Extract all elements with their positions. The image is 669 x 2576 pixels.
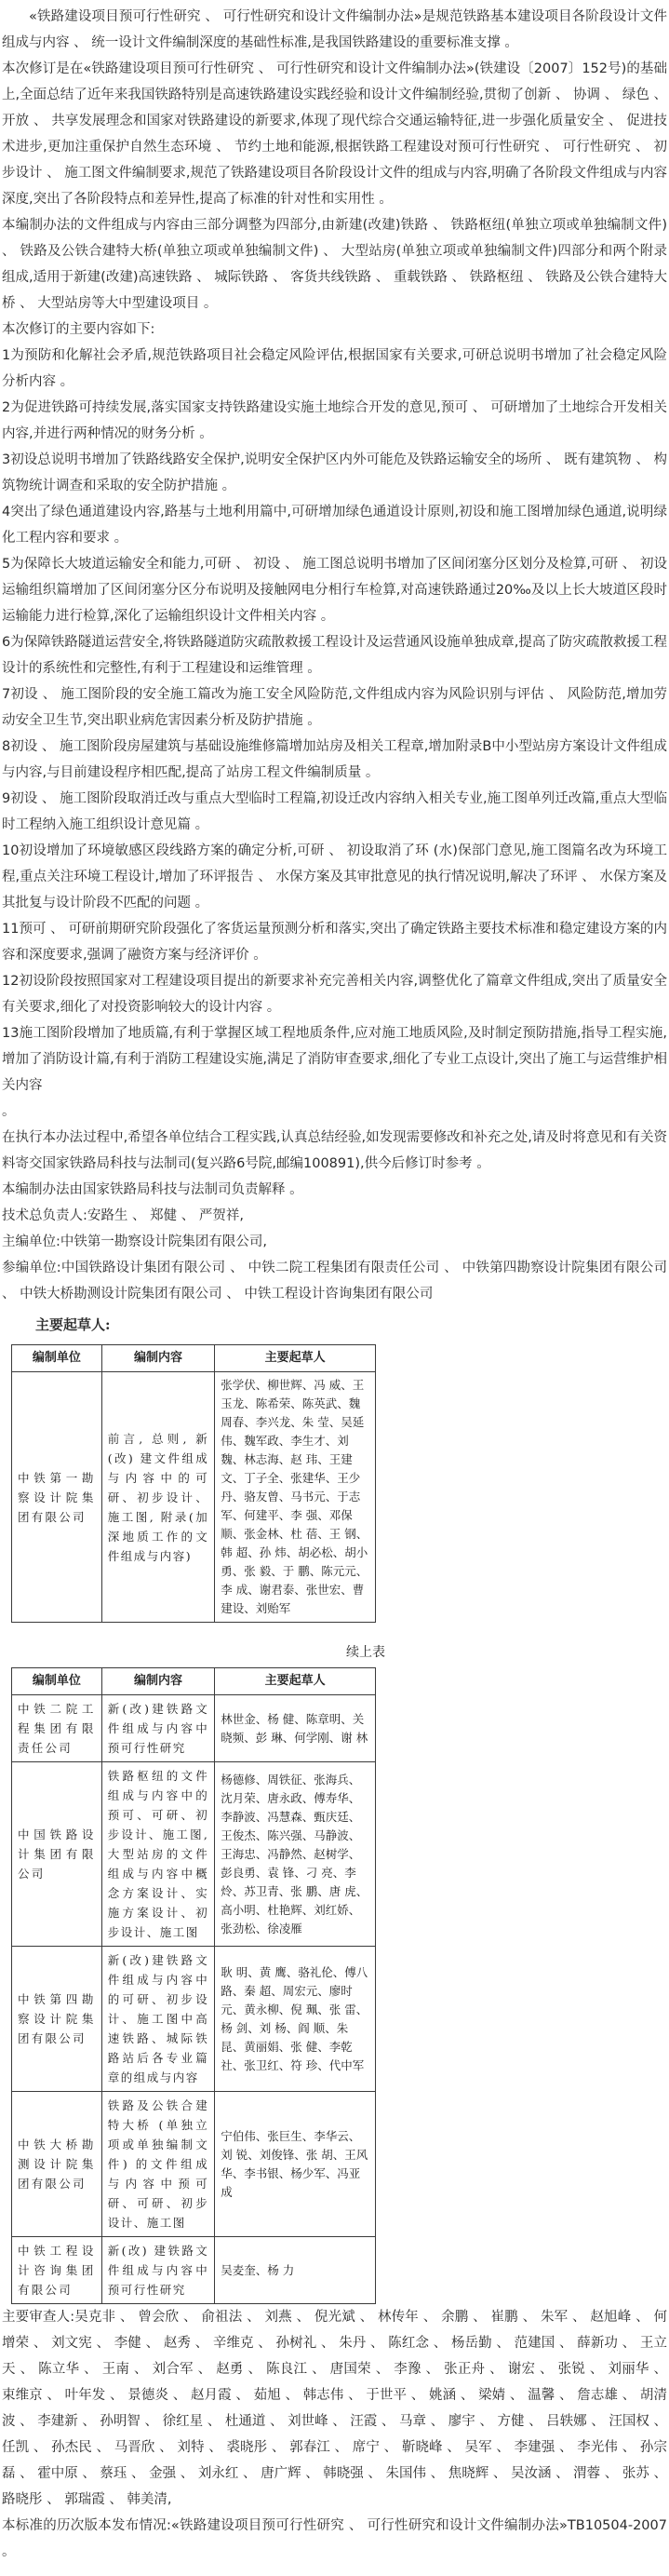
content-cell: 新(改)建铁路文件组成与内容中的可研、初步设计、施工图中高速铁路、城际铁路站后各专业篇章的组成与内容	[101, 1947, 215, 2092]
table-row	[12, 1762, 376, 1947]
names-cell: 林世金、杨 健、陈章明、关晓频、彭 琳、何学刚、谢 林	[215, 1695, 376, 1762]
structure-paragraph: 本编制办法的文件组成与内容由三部分调整为四部分,由新建(改建)铁路 、 铁路枢纽(单独立项或单独编制文件) 、 铁路及公铁合建特大桥(单独立项或单独编制文件) 、 大型站房(单独立项或单独编制文件)四部分和两个附录组成,适用于新建(改建)高速铁路 、 城际铁路 、 客货共线铁路 、 重载铁路 、 铁路枢纽 、 铁路及公铁合建特大桥 、 大型站房等大中型建设项目 。	[2, 218, 667, 311]
names-cell: 杨德修、周铁征、张海兵、沈月荣、唐永政、傅寿华、李静波、冯慧森、甄庆廷、王俊杰、陈兴强、马静波、王海忠、冯静然、赵树学、彭良勇、袁 锋、刁 亮、李 炩、苏卫青、张 鹏、唐 虎、高小明、杜艳辉、刘红娇、张劲松、徐凌雁	[215, 1762, 376, 1947]
content-cell: 铁路枢纽的文件组成与内容中的预可、可研、初步设计、施工图, 大型站房的文件组成与内容中概念方案设计、实施方案设计、初步设计、施工图	[101, 1762, 215, 1947]
revision-item-13: 13施工图阶段增加了地质篇,有利于掌握区域工程地质条件,应对施工地质风险,及时制定预防措施,指导工程实施,增加了消防设计篇,有利于消防工程建设实施,满足了消防审查要求,细化了专业工点设计,突出了施工与运营维护相关内容	[2, 1026, 667, 1093]
drafters-heading: 主要起草人:	[35, 1316, 111, 1333]
unit-cell: 中铁二院工程集团有限责任公司	[12, 1695, 102, 1762]
table1-header-content: 编制内容	[101, 1345, 215, 1372]
names-cell: 张学伏、柳世辉、冯 威、王玉龙、陈希荣、陈英武、魏周春、李兴龙、朱 莹、吴延伟、魏军政、李生才、刘 魏、林志海、赵 玮、王建文、丁子全、张建华、王少丹、骆友曾、马书元、于志军、何建平、李 强、邓保顺、张金林、杜 蓓、王 钢、韩 超、孙 炜、胡必松、胡小勇、张 毅、于 鹏、陈元元、李 成、谢君泰、张世宏、曹建设、刘贻军	[215, 1372, 376, 1623]
version-history-paragraph: 本标准的历次版本发布情况:«铁路建设项目预可行性研究 、 可行性研究和设计文件编制办法»TB10504-2007 。	[2, 2518, 667, 2559]
drafters-table-1	[11, 1344, 376, 1623]
names-cell: 吴麦奎、杨 力	[215, 2237, 376, 2304]
drafters-table-2	[11, 1667, 376, 2304]
table-header-row	[12, 1345, 376, 1372]
revision-intro-line: 本次修订的主要内容如下:	[2, 322, 155, 337]
revision-item-12: 12初设阶段按照国家对工程建设项目提出的新要求补充完善相关内容,调整优化了篇章文件组成,突出了质量安全有关要求,细化了对投资影响较大的设计内容 。	[2, 974, 667, 1015]
continue-table-label: 续上表	[346, 1645, 385, 1660]
intro-paragraph: «铁路建设项目预可行性研究 、 可行性研究和设计文件编制办法»是规范铁路基本建设项目各阶段设计文件组成与内容 、 统一设计文件编制深度的基础性标准,是我国铁路建设的重要标准支撑 。	[2, 9, 667, 50]
revision-item-2: 2为促进铁路可持续发展,落实国家支持铁路建设实施土地综合开发的意见,预可 、 可研增加了土地综合开发相关内容,并进行两种情况的财务分析 。	[2, 400, 667, 441]
content-cell: 新(改) 建铁路文件组成与内容中预可行性研究	[101, 2237, 215, 2304]
table-row	[12, 2237, 376, 2304]
content-cell: 新(改)建铁路文件组成与内容中预可行性研究	[101, 1695, 215, 1762]
table2-header-content: 编制内容	[101, 1668, 215, 1695]
unit-cell: 中铁第一勘察设计院集团有限公司	[12, 1372, 102, 1623]
table-row	[12, 2092, 376, 2237]
names-cell: 宁伯伟、张巨生、李华云、刘 锐、刘俊锋、张 胡、王风华、李书银、杨少军、冯亚成	[215, 2092, 376, 2237]
table1-header-drafters: 主要起草人	[215, 1345, 376, 1372]
interpretation-paragraph: 本编制办法由国家铁路局科技与法制司负责解释 。	[2, 1182, 303, 1197]
revision-item-11: 11预可 、 可研前期研究阶段强化了客货运量预测分析和落实,突出了确定铁路主要技术标准和稳定建设方案的内容和深度要求,强调了融资方案与经济评价 。	[2, 922, 667, 963]
revision-item-1: 1为预防和化解社会矛盾,规范铁路项目社会稳定风险评估,根据国家有关要求,可研总说明书增加了社会稳定风险分析内容 。	[2, 348, 667, 389]
names-cell: 耿 明、黄 鹰、骆礼伦、傅八路、秦 超、周宏元、廖时元、黄永柳、倪 珮、张 雷、杨 剑、刘 杨、阎 顺、朱 昆、黄丽娟、张 健、李乾社、张卫红、符 珍、代中军	[215, 1947, 376, 2092]
table-row	[12, 1695, 376, 1762]
unit-cell: 中国铁路设计集团有限公司	[12, 1762, 102, 1947]
participating-units-line: 参编单位:中国铁路设计集团有限公司 、 中铁二院工程集团有限责任公司 、 中铁第四勘察设计院集团有限公司 、 中铁大桥勘测设计院集团有限公司 、 中铁工程设计咨询集团有限公司	[2, 1261, 667, 1301]
content-cell: 铁路及公铁合建特大桥 (单独立项或单独编制文件) 的文件组成与内容中预可研、可研、初步设计、施工图	[101, 2092, 215, 2237]
table-row	[12, 1372, 376, 1623]
unit-cell: 中铁第四勘察设计院集团有限公司	[12, 1947, 102, 2092]
revision-item-10: 10初设增加了环境敏感区段线路方案的确定分析,可研 、 初设取消了环 (水)保部门意见,施工图篇名改为环境工程,重点关注环境工程设计,增加了环评报告 、 水保方案及其审批意见的执行情况说明,解决了环评 、 水保方案及其批复与设计阶段不匹配的问题 。	[2, 843, 667, 910]
revision-background-paragraph: 本次修订是在«铁路建设项目预可行性研究 、 可行性研究和设计文件编制办法»(铁建设〔2007〕152号)的基础上,全面总结了近年来我国铁路特别是高速铁路建设实践经验和设计文件编制经验,贯彻了创新 、 协调 、 绿色 、 开放 、 共享发展理念和国家对铁路建设的新要求,体现了现代综合交通运输特征,进一步强化质量安全 、 促进技术进步,更加注重保护自然生态环境 、 节约土地和能源,根据铁路工程建设对预可行性研究 、 可行性研究 、 初步设计 、 施工图文件编制要求,规范了铁路建设项目各阶段设计文件的组成与内容,明确了各阶段文件组成与内容深度,突出了各阶段特点和差异性,提高了标准的针对性和实用性 。	[2, 61, 667, 207]
technical-leads-line: 技术总负责人:安路生 、 郑健 、 严贺祥,	[2, 1208, 244, 1223]
stray-period-line: 。	[2, 1104, 16, 1119]
revision-item-5: 5为保障长大坡道运输安全和能力,可研 、 初设 、 施工图总说明书增加了区间闭塞分区划分及检算,可研 、 初设运输组织篇增加了区间闭塞分区分布说明及接触网电分相行车检算,对高速铁路通过20‰及以上长大坡道区段时运输能力进行检算,深化了运输组织设计文件相关内容 。	[2, 557, 667, 624]
table2-header-unit: 编制单位	[12, 1668, 102, 1695]
revision-item-6: 6为保障铁路隧道运营安全,将铁路隧道防灾疏散救援工程设计及运营通风设施单独成章,提高了防灾疏散救援工程设计的系统性和完整性,有利于工程建设和运维管理 。	[2, 635, 667, 676]
feedback-paragraph: 在执行本办法过程中,希望各单位结合工程实践,认真总结经验,如发现需要修改和补充之处,请及时将意见和有关资料寄交国家铁路局科技与法制司(复兴路6号院,邮编100891),供今后修订时参考 。	[2, 1130, 667, 1171]
table-row	[12, 1947, 376, 2092]
revision-item-8: 8初设 、 施工图阶段房屋建筑与基础设施维修篇增加站房及相关工程章,增加附录B中小型站房方案设计文件组成与内容,与目前建设程序相匹配,提高了站房工程文件编制质量 。	[2, 739, 667, 780]
table1-header-unit: 编制单位	[12, 1345, 102, 1372]
revision-item-9: 9初设 、 施工图阶段取消迁改与重点大型临时工程篇,初设迁改内容纳入相关专业,施工图单列迁改篇,重点大型临时工程纳入施工组织设计意见篇 。	[2, 791, 667, 832]
reviewers-paragraph: 主要审查人:吴克非 、 曾会欣 、 俞祖法 、 刘燕 、 倪光斌 、 林传年 、 余鹏 、 崔鹏 、 朱军 、 赵旭峰 、 何增荣 、 刘文宪 、 李健 、 赵秀 、 辛维克 、 孙树礼 、 朱丹 、 陈红念 、 杨岳勤 、 范建国 、 薛新功 、 王立天 、 陈立华 、 王南 、 刘合军 、 赵勇 、 陈良江 、 唐国荣 、 李豫 、 张正舟 、 谢宏 、 张锐 、 刘丽华 、 束维京 、 叶年发 、 景德炎 、 赵月霞 、 茹旭 、 韩志伟 、 于世平 、 姚涵 、 梁婧 、 温馨 、 詹志雄 、 胡清波 、 李建新 、 孙明智 、 徐红星 、 杜通道 、 刘世峰 、 汪霞 、 马章 、 廖宇 、 方健 、 吕轶娜 、 汪国权 、 任凯 、 孙杰民 、 马晋欣 、 刘特 、 裘晓彤 、 郭春江 、 席宁 、 靳晓峰 、 吴军 、 李建强 、 李光伟 、 孙宗磊 、 霍中原 、 蔡珏 、 金强 、 刘永红 、 唐广辉 、 韩晓强 、 朱国伟 、 焦晓辉 、 吴汝涵 、 渭蓉 、 张苏 、 路晓彤 、 郭瑞霞 、 韩美清,	[2, 2310, 668, 2507]
unit-cell: 中铁工程设计咨询集团有限公司	[12, 2237, 102, 2304]
revision-item-4: 4突出了绿色通道建设内容,路基与土地利用篇中,可研增加绿色通道设计原则,初设和施工图增加绿色通道,说明绿化工程内容和要求 。	[2, 505, 667, 546]
content-cell: 前言, 总则, 新(改) 建文件组成与内容中的可研、初步设计、施工图, 附录(加深地质工作的文件组成与内容)	[101, 1372, 215, 1623]
unit-cell: 中铁大桥勘测设计院集团有限公司	[12, 2092, 102, 2237]
revision-item-3: 3初设总说明书增加了铁路线路安全保护,说明安全保护区内外可能危及铁路运输安全的场所 、 既有建筑物 、 构筑物统计调查和采取的安全防护措施 。	[2, 452, 667, 493]
chief-editor-unit-line: 主编单位:中铁第一勘察设计院集团有限公司,	[2, 1234, 267, 1249]
revision-item-7: 7初设 、 施工图阶段的安全施工篇改为施工安全风险防范,文件组成内容为风险识别与评估 、 风险防范,增加劳动安全卫生节,突出职业病危害因素分析及防护措施 。	[2, 687, 667, 728]
table-header-row	[12, 1668, 376, 1695]
table2-header-drafters: 主要起草人	[215, 1668, 376, 1695]
